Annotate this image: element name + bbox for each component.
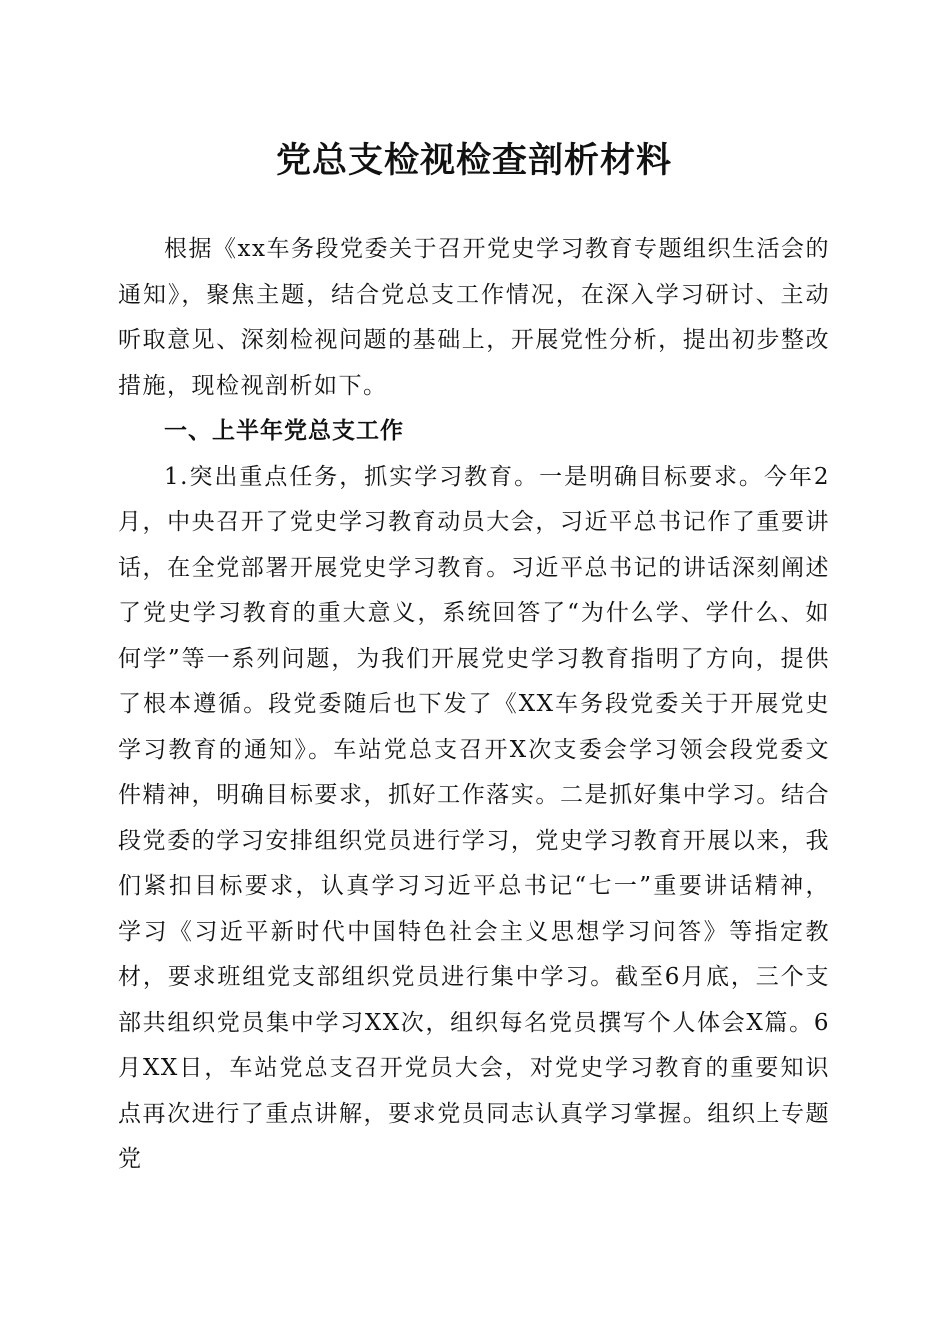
document-body: [118, 227, 830, 1183]
document-title: 党总支检视检查剖析材料: [275, 141, 672, 181]
section-paragraph: 1.突出重点任务，抓实学习教育。一是明确目标要求。今年2月，中央召开了党史学习教育动员大会，习近平总书记作了重要讲话，在全党部署开展党史学习教育。习近平总书记的讲话深刻阐述了党史学习教育的重大意义，系统回答了“为什么学、学什么、如何学”等一系列问题，为我们开展党史学习教育指明了方向，提供了根本遵循。段党委随后也下发了《XX车务段党委关于开展党史学习教育的通知》。车站党总支召开X次支委会学习领会段党委文件精神，明确目标要求，抓好工作落实。二是抓好集中学习。结合段党委的学习安排组织党员进行学习，党史学习教育开展以来，我们紧扣目标要求，认真学习习近平总书记“七一”重要讲话精神，学习《习近平新时代中国特色社会主义思想学习问答》等指定教材，要求班组党支部组织党员进行集中学习。截至6月底，三个支部共组织党员集中学习XX次，组织每名党员撰写个人体会X篇。6月XX日，车站党总支召开党员大会，对党史学习教育的重要知识点再次进行了重点讲解，要求党员同志认真学习掌握。组织上专题党: [118, 463, 830, 1172]
section-heading: 一、上半年党总支工作: [164, 418, 404, 444]
intro-paragraph: 根据《xx车务段党委关于召开党史学习教育专题组织生活会的通知》，聚焦主题，结合党总支工作情况，在深入学习研讨、主动听取意见、深刻检视问题的基础上，开展党性分析，提出初步整改措施，现检视剖析如下。: [118, 236, 830, 399]
